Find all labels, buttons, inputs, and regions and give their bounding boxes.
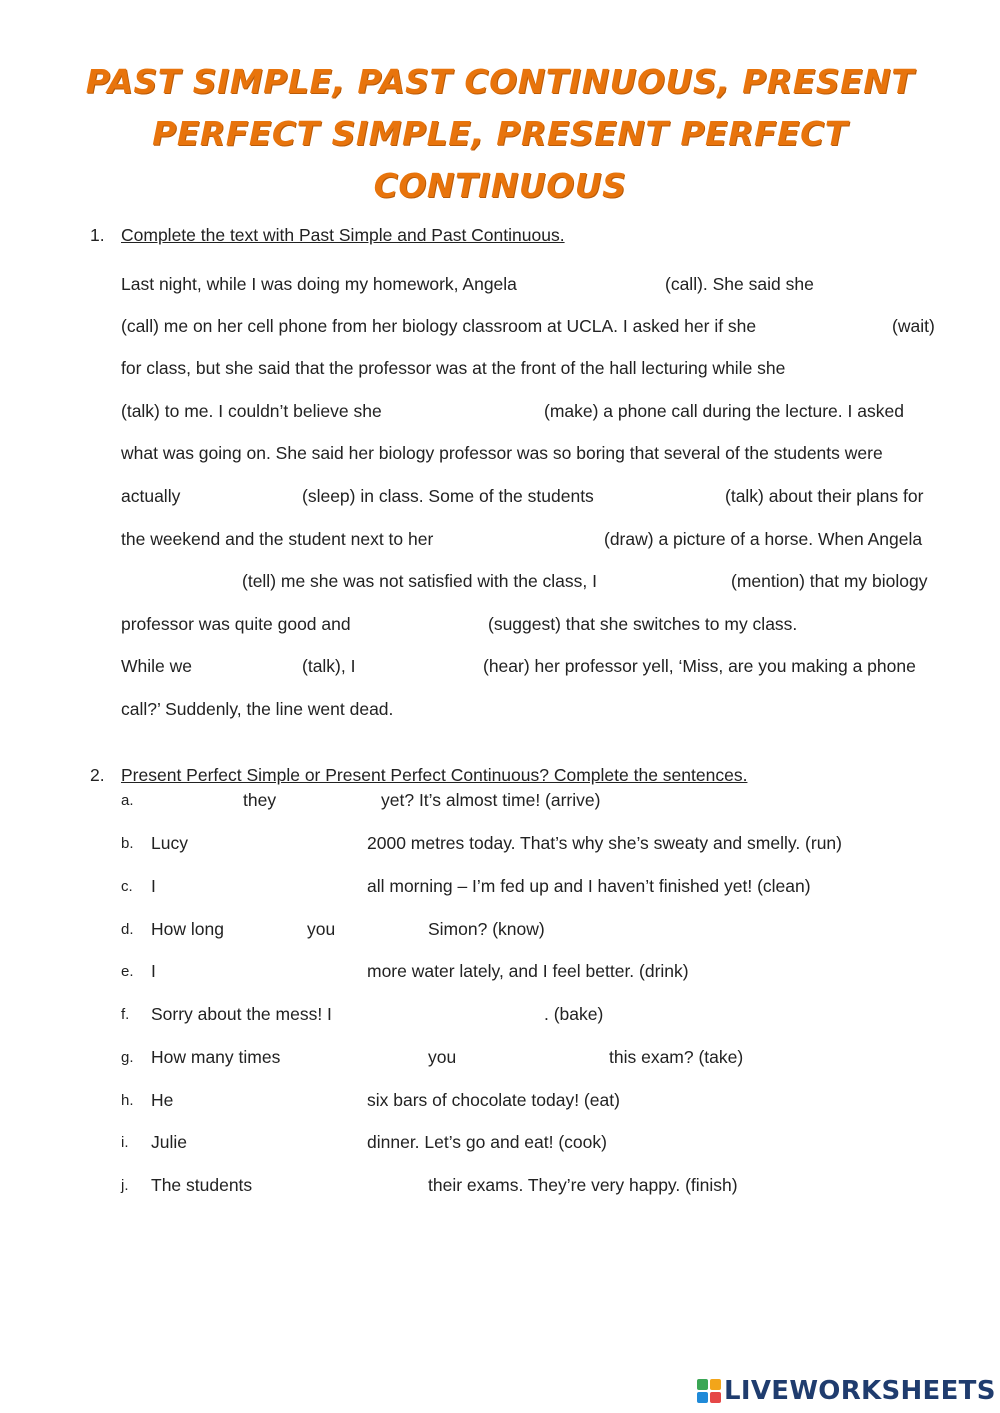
list-item-text: How many times xyxy=(151,1047,281,1067)
section-2-heading: Present Perfect Simple or Present Perfect Continuous? Complete the sentences. xyxy=(121,765,748,785)
text-line: (suggest) that she switches to my class. xyxy=(488,614,798,634)
item-letter: h. xyxy=(121,1092,134,1109)
text-line: (wait) xyxy=(892,316,935,336)
text-line: call?’ Suddenly, the line went dead. xyxy=(121,699,394,719)
item-letter: a. xyxy=(121,792,134,809)
list-item-text: all morning – I’m fed up and I haven’t finished yet! (clean) xyxy=(367,876,811,896)
item-letter: f. xyxy=(121,1006,130,1023)
list-item-text: . (bake) xyxy=(544,1004,604,1024)
list-item-text: six bars of chocolate today! (eat) xyxy=(367,1090,620,1110)
section-1-number: 1. xyxy=(90,225,105,245)
text-line: actually xyxy=(121,486,181,506)
list-item-text: yet? It’s almost time! (arrive) xyxy=(381,790,601,810)
list-item-text: 2000 metres today. That’s why she’s sweaty and smelly. (run) xyxy=(367,833,842,853)
page-title-line-3: CONTINUOUS xyxy=(373,166,627,205)
page-title-line-1: PAST SIMPLE, PAST CONTINUOUS, PRESENT xyxy=(85,62,915,101)
list-item-text: I xyxy=(151,961,156,981)
text-line: (talk), I xyxy=(302,656,356,676)
page-title-line-2: PERFECT SIMPLE, PRESENT PERFECT xyxy=(152,114,848,153)
list-item-text: Lucy xyxy=(151,833,188,853)
text-line: (make) a phone call during the lecture. I asked xyxy=(544,401,904,421)
text-line: (tell) me she was not satisfied with the class, I xyxy=(242,571,597,591)
item-letter: j. xyxy=(121,1177,129,1194)
text-line: (sleep) in class. Some of the students xyxy=(302,486,594,506)
text-line: (mention) that my biology xyxy=(731,571,928,591)
text-line: (hear) her professor yell, ‘Miss, are you making a phone xyxy=(483,656,916,676)
list-item-text: Sorry about the mess! I xyxy=(151,1004,332,1024)
section-2-number: 2. xyxy=(90,765,105,785)
text-line: (talk) about their plans for xyxy=(725,486,924,506)
item-letter: i. xyxy=(121,1134,129,1151)
list-item-text: How long xyxy=(151,919,224,939)
item-letter: d. xyxy=(121,921,134,938)
text-line: (call). She said she xyxy=(665,274,814,294)
item-letter: g. xyxy=(121,1049,134,1066)
item-letter: b. xyxy=(121,835,134,852)
text-line: the weekend and the student next to her xyxy=(121,529,434,549)
list-item-text: I xyxy=(151,876,156,896)
list-item-text: this exam? (take) xyxy=(609,1047,744,1067)
list-item-text: more water lately, and I feel better. (drink) xyxy=(367,961,689,981)
list-item-text: you xyxy=(307,919,336,939)
section-1-heading: Complete the text with Past Simple and Past Continuous. xyxy=(121,225,565,245)
text-line: professor was quite good and xyxy=(121,614,351,634)
liveworksheets-logo-text: LIVEWORKSHEETS xyxy=(724,1376,996,1406)
list-item-text: The students xyxy=(151,1175,253,1195)
list-item-text: Simon? (know) xyxy=(428,919,545,939)
liveworksheets-logo[interactable] xyxy=(697,1376,996,1406)
list-item-text: Julie xyxy=(151,1132,187,1152)
list-item-text: their exams. They’re very happy. (finish) xyxy=(428,1175,738,1195)
item-letter: e. xyxy=(121,963,134,980)
list-item-text: dinner. Let’s go and eat! (cook) xyxy=(367,1132,607,1152)
text-line: Last night, while I was doing my homework, Angela xyxy=(121,274,517,294)
list-item-text: you xyxy=(428,1047,457,1067)
text-line: (talk) to me. I couldn’t believe she xyxy=(121,401,382,421)
liveworksheets-logo-icon xyxy=(697,1379,721,1403)
text-line: (call) me on her cell phone from her biology classroom at UCLA. I asked her if she xyxy=(121,316,757,336)
list-item-text: they xyxy=(243,790,277,810)
text-line: (draw) a picture of a horse. When Angela xyxy=(604,529,923,549)
list-item-text: He xyxy=(151,1090,174,1110)
text-line: While we xyxy=(121,656,192,676)
text-line: for class, but she said that the professor was at the front of the hall lecturing while she xyxy=(121,358,786,378)
text-line: what was going on. She said her biology professor was so boring that several of the students were xyxy=(121,443,883,463)
item-letter: c. xyxy=(121,878,133,895)
